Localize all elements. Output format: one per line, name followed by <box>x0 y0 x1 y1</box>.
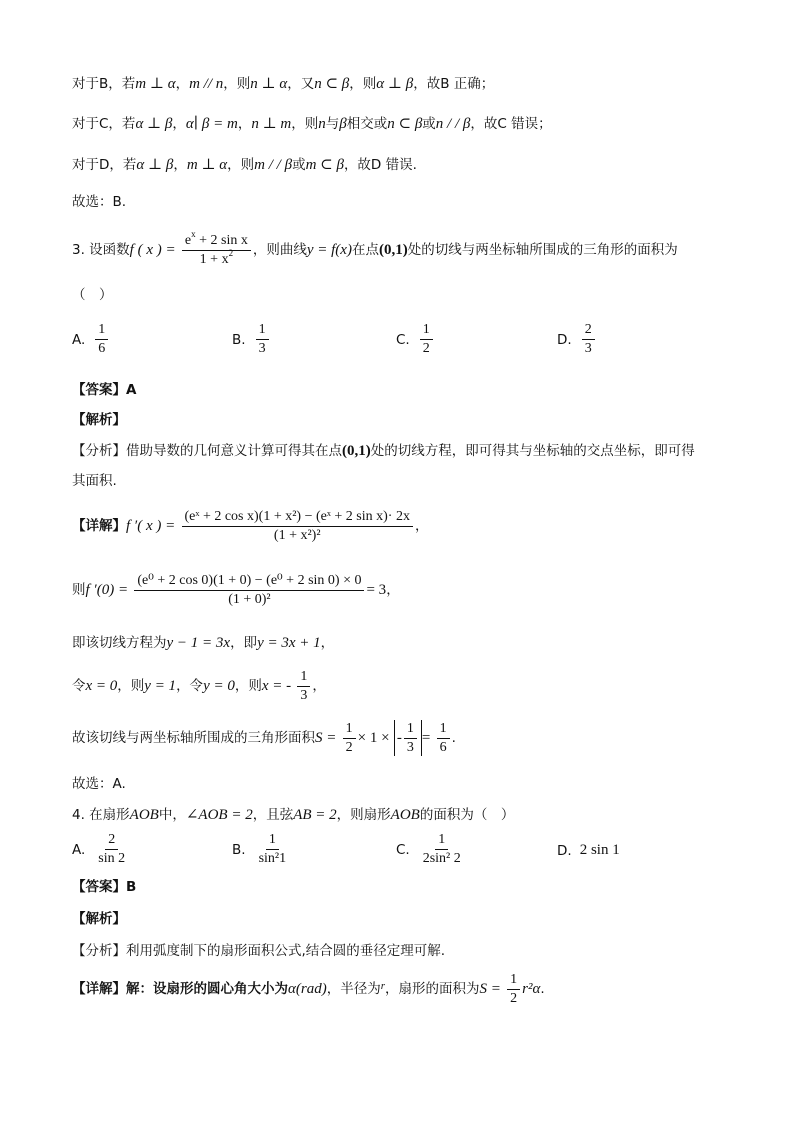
numerator: (eˣ + 2 cos x)(1 + x²) − (eˣ + 2 sin x)· 2x <box>182 509 413 527</box>
math: m ⊥ α <box>135 76 176 92</box>
fraction <box>182 509 413 544</box>
text: 与 <box>325 116 340 132</box>
absolute-value: - $\frac{1}{3}$ <box>394 720 422 756</box>
numerator: 1 <box>266 832 279 850</box>
question-4 <box>72 805 514 825</box>
numerator: 1 <box>420 322 433 340</box>
text: ， <box>175 76 190 92</box>
denominator: 2 <box>345 739 353 755</box>
numerator: 2 <box>582 322 595 340</box>
text: 【详解】解：设扇形的圆心角大小为 <box>72 981 288 997</box>
denominator: (1 + 0)² <box>228 591 271 607</box>
q3-option-b[interactable] <box>232 322 271 357</box>
math: m ⊥ α <box>186 157 228 173</box>
denominator: 3 <box>584 341 592 356</box>
denominator: (1 + x²)² <box>273 527 321 543</box>
text: 对于D，若 <box>72 157 137 173</box>
math: x = - <box>261 678 292 694</box>
math: m ⊂ β <box>305 157 344 173</box>
denominator: 6 <box>439 739 447 755</box>
text: ，则 <box>117 678 145 694</box>
option-label: C. <box>396 841 410 858</box>
text: 则 <box>72 582 86 598</box>
text: 的面积为（ ） <box>419 807 515 823</box>
math: x = 0 <box>85 678 118 694</box>
math: = 3 <box>366 582 387 598</box>
math: β <box>339 116 347 132</box>
denominator: 2 <box>510 990 518 1006</box>
math: n ⊂ β <box>314 76 350 92</box>
denominator: sin 2 <box>98 851 126 866</box>
denominator: sin²1 <box>258 851 287 866</box>
text: ，则 <box>234 678 262 694</box>
q4-option-a[interactable] <box>72 832 130 867</box>
text: ，故B 正确； <box>413 76 495 92</box>
math: = <box>421 730 431 746</box>
fraction <box>134 573 364 608</box>
detail-3-derivative <box>72 504 428 548</box>
fraction <box>182 228 251 268</box>
numerator: 1 <box>256 322 269 340</box>
detail-3-f-prime-0 <box>72 568 400 612</box>
math: S = <box>479 981 501 997</box>
text: ，又 <box>287 76 315 92</box>
fraction <box>507 972 520 1007</box>
numerator: 1 <box>435 832 448 850</box>
numerator: (e⁰ + 2 cos 0)(1 + 0) − (e⁰ + 2 sin 0) × 0 <box>134 573 364 591</box>
math: y = f(x) <box>306 242 352 258</box>
fraction <box>256 832 290 867</box>
fraction <box>404 721 417 756</box>
math: y = 3x + 1 <box>257 635 321 651</box>
text: ，故C 错误； <box>470 116 552 132</box>
math: 2 <box>228 247 234 258</box>
option-value: 2 sin 1 <box>579 842 620 858</box>
detail-3-intercepts <box>72 666 326 706</box>
q4-option-c[interactable] <box>396 832 466 867</box>
denominator: 3 <box>258 341 266 356</box>
math: e <box>184 232 192 248</box>
fraction <box>420 322 433 357</box>
question-3 <box>72 228 678 268</box>
math: r²α <box>522 981 541 997</box>
math: S = <box>315 730 337 746</box>
math: α ⊥ β <box>376 76 414 92</box>
numerator: 1 <box>437 721 450 739</box>
text: 【详解】 <box>72 518 126 534</box>
text: ， <box>237 116 252 132</box>
text: 故该切线与两坐标轴所围成的三角形面积 <box>72 730 315 746</box>
text: ，则曲线 <box>252 242 307 258</box>
text: ，即 <box>230 635 258 651</box>
analysis-3-cont: 其面积. <box>72 473 117 489</box>
math: f ( x ) = <box>129 242 176 258</box>
text: 或 <box>292 157 306 173</box>
math: n ⊥ α <box>250 76 288 92</box>
option-label: D. <box>557 842 572 859</box>
math: r <box>380 980 385 992</box>
denominator: 2 <box>422 341 430 356</box>
text: . <box>451 730 456 746</box>
fraction <box>437 721 450 756</box>
answer-3: 【答案】A <box>72 382 137 398</box>
option-label: A. <box>72 331 86 348</box>
math: ∠AOB = 2 <box>185 807 253 823</box>
text: 即该切线方程为 <box>72 635 167 651</box>
text: 4. 在扇形 <box>72 807 130 823</box>
text: ， <box>414 518 429 534</box>
text: . <box>540 981 545 997</box>
text: 对于B，若 <box>72 76 136 92</box>
math: y − 1 = 3x <box>166 635 231 651</box>
text: ，扇形的面积为 <box>384 981 480 997</box>
text: 3. 设函数 <box>72 242 130 258</box>
text: ，令 <box>176 678 204 694</box>
analysis-4: 【分析】利用弧度制下的扇形面积公式,结合圆的垂径定理可解. <box>72 943 446 959</box>
math: n ⊥ m <box>251 116 292 132</box>
math: m // n <box>189 76 224 92</box>
option-label: D. <box>557 331 572 348</box>
text: 相交或 <box>346 116 388 132</box>
math: α(rad) <box>288 981 327 997</box>
q4-option-b[interactable] <box>232 832 291 867</box>
detail-3-area <box>72 718 456 758</box>
numerator: 1 <box>404 721 417 739</box>
math: α ⊥ β <box>136 157 174 173</box>
detail-3-tangent <box>72 633 334 653</box>
q3-option-a[interactable] <box>72 322 110 357</box>
math: (0,1) <box>342 443 371 459</box>
fraction <box>256 322 269 357</box>
text: 在点 <box>351 242 379 258</box>
fraction <box>582 322 595 357</box>
numerator: 2 <box>105 832 118 850</box>
text: ， <box>173 157 187 173</box>
fraction <box>297 669 310 704</box>
fraction <box>343 721 356 756</box>
text: ， <box>386 582 400 598</box>
denominator: 2sin² 2 <box>422 851 461 866</box>
numerator: 1 <box>507 972 520 990</box>
text: ，则扇形 <box>336 807 391 823</box>
analysis-4-heading: 【解析】 <box>72 911 126 927</box>
line-option-c <box>72 114 552 134</box>
select-b: 故选：B. <box>72 194 127 210</box>
text: ，且弦 <box>252 807 294 823</box>
denominator: 3 <box>300 687 308 703</box>
line-option-b <box>72 74 494 94</box>
math: n ⊂ β <box>387 116 423 132</box>
q3-option-d[interactable] <box>557 322 597 357</box>
math: α∣ β = m <box>185 116 238 132</box>
math: (0,1) <box>378 242 408 258</box>
line-option-d <box>72 155 417 175</box>
math: f ′(0) = <box>85 582 129 598</box>
text: ，半径为 <box>326 981 381 997</box>
text: 或 <box>422 116 436 132</box>
text: 对于C，若 <box>72 116 136 132</box>
q3-option-c[interactable] <box>396 322 435 357</box>
numerator: 1 <box>95 322 108 340</box>
math: n / / β <box>435 116 471 132</box>
fraction <box>95 832 128 867</box>
math: y = 0 <box>203 678 235 694</box>
text: ，则 <box>291 116 319 132</box>
numerator: 1 <box>343 721 356 739</box>
option-label: A. <box>72 841 86 858</box>
option-label: B. <box>232 331 246 348</box>
math: × 1 × <box>357 730 390 746</box>
math: n <box>318 116 326 132</box>
math: m / / β <box>254 157 293 173</box>
denominator: 3 <box>406 739 414 755</box>
detail-4 <box>72 966 545 1009</box>
math: AB = 2 <box>293 807 337 823</box>
text: 【分析】借助导数的几何意义计算可得其在点 <box>72 443 342 459</box>
math: AOB <box>390 807 420 823</box>
text: 处的切线方程，即可得其与坐标轴的交点坐标，即可得 <box>370 443 695 459</box>
math: + 2 sin x <box>195 232 248 248</box>
text: 中， <box>158 807 186 823</box>
analysis-3 <box>72 441 695 461</box>
math: x <box>191 228 196 239</box>
option-label: C. <box>396 331 410 348</box>
text: ， <box>312 678 326 694</box>
fraction <box>420 832 464 867</box>
text: ，则 <box>227 157 255 173</box>
text: ， <box>172 116 186 132</box>
math: α ⊥ β <box>135 116 173 132</box>
math: y = 1 <box>144 678 177 694</box>
math: AOB <box>129 807 159 823</box>
text: 处的切线与两坐标轴所围成的三角形的面积为 <box>407 242 678 258</box>
select-a: 故选：A. <box>72 776 126 792</box>
text: ， <box>320 635 335 651</box>
math: f ′( x ) = <box>126 518 176 534</box>
numerator: 1 <box>297 669 310 687</box>
answer-4: 【答案】B <box>72 879 137 895</box>
text: 令 <box>72 678 86 694</box>
text: ，故D 错误. <box>343 157 417 173</box>
analysis-3-heading: 【解析】 <box>72 412 126 428</box>
question-3-paren: （ ） <box>72 287 113 303</box>
denominator: 6 <box>98 341 106 356</box>
math: 1 + x <box>199 251 229 267</box>
option-label: B. <box>232 841 246 858</box>
text: ，则 <box>223 76 251 92</box>
text: ，则 <box>349 76 377 92</box>
fraction <box>95 322 108 357</box>
q4-option-d[interactable] <box>557 842 620 859</box>
